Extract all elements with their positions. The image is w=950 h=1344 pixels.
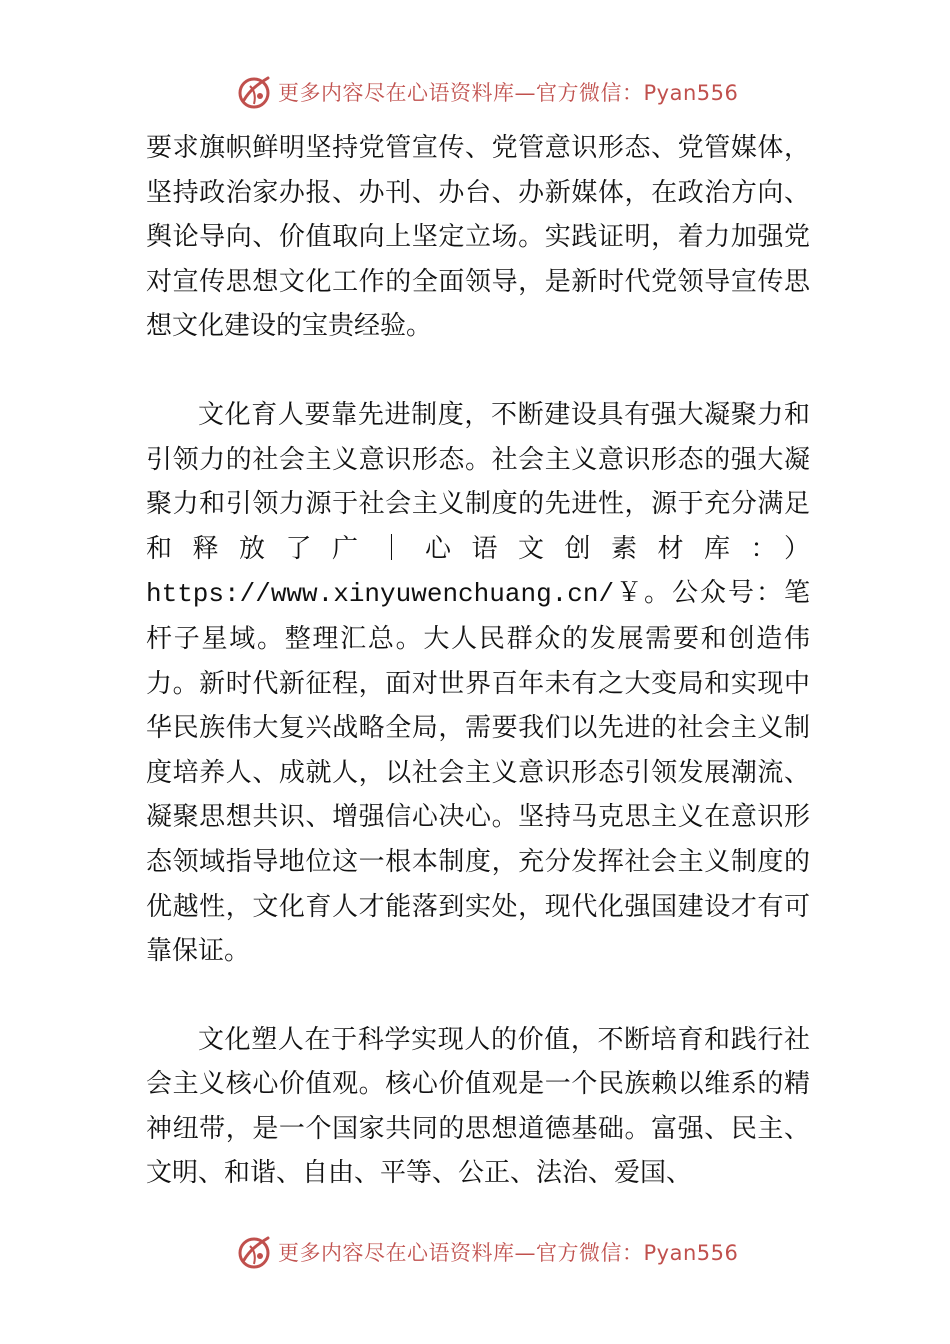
document-body <box>146 126 810 1196</box>
watermark-text: 更多内容尽在心语资料库—官方微信：Pyan556 <box>278 1241 739 1265</box>
footer-watermark <box>236 1232 738 1272</box>
paragraph-2-url: https://www.xinyuwenchuang.cn/ <box>146 579 615 610</box>
header-watermark <box>236 72 738 112</box>
paragraph-3: 文化塑人在于科学实现人的价值，不断培育和践行社会主义核心价值观。核心价值观是一个民族赖以维系的精神纽带，是一个国家共同的思想道德基础。富强、民主、文明、和谐、自由、平等、公正、法治、爱国、 <box>146 1024 810 1189</box>
paragraph-1: 要求旗帜鲜明坚持党管宣传、党管意识形态、党管媒体，坚持政治家办报、办刊、办台、办新媒体，在政治方向、舆论导向、价值取向上坚定立场。实践证明，着力加强党对宣传思想文化工作的全面领导，是新时代党领导宣传思想文化建设的宝贵经验。 <box>146 133 810 342</box>
paragraph-2-text-after: ￥。公众号：笔杆子星域。整理汇总。大人民群众的发展需要和创造伟力。新时代新征程，面对世界百年未有之大变局和实现中华民族伟大复兴战略全局，需要我们以先进的社会主义制度培养人、成就人，以社会主义意识形态引领发展潮流、凝聚思想共识、增强信心决心。坚持马克思主义在意识形态领域指导地位这一根本制度，充分发挥社会主义制度的优越性，文化育人才能落到实处，现代化强国建设才有可靠保证。 <box>146 578 810 967</box>
paragraph-2-text-before: 文化育人要靠先进制度，不断建设具有强大凝聚力和引领力的社会主义意识形态。社会主义意识形态的强大凝聚力和引领力源于社会主义制度的先进性，源于充分满足和释放了广｜心语文创素材库：） <box>146 399 810 564</box>
watermark-text: 更多内容尽在心语资料库—官方微信：Pyan556 <box>278 81 739 105</box>
brush-circle-logo-icon <box>236 74 272 110</box>
watermark-wechat-id: Pyan556 <box>643 1241 739 1265</box>
brush-circle-logo-icon <box>236 1234 272 1270</box>
paragraph-2 <box>146 393 810 974</box>
watermark-wechat-id: Pyan556 <box>643 81 739 105</box>
